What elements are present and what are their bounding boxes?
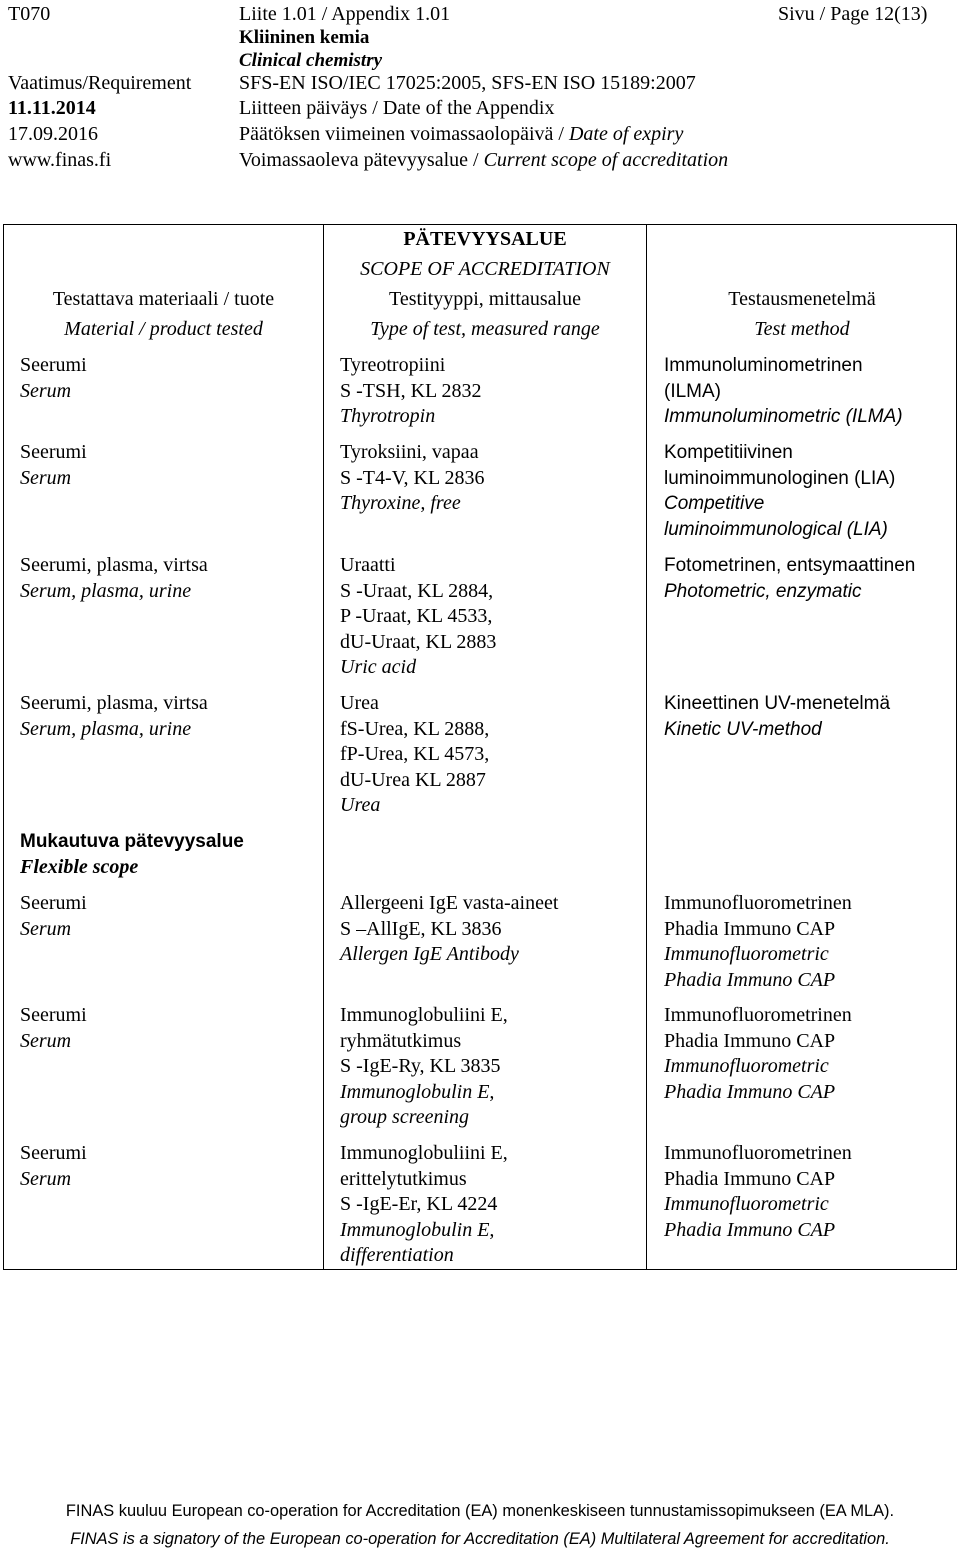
footer-note-en: FINAS is a signatory of the European co-operation for Accreditation (EA) Multilateral Agreement for accreditation.	[70, 1530, 890, 1548]
test-name-en: group screening	[340, 1106, 470, 1128]
expiry-date: 17.09.2016	[8, 123, 98, 145]
test-code: dU-Uraat, KL 2883	[340, 630, 497, 653]
material-fi: Seerumi, plasma, virtsa	[20, 692, 208, 714]
method-fi: Phadia Immuno CAP	[664, 1167, 836, 1190]
material-fi: Seerumi	[20, 1004, 87, 1026]
method-fi: Kompetitiivinen	[664, 442, 793, 463]
column-header-method-en: Test method	[754, 318, 850, 340]
scope-label: Voimassaoleva pätevyysalue / Current scope of accreditation	[239, 149, 729, 171]
appendix-date: 11.11.2014	[8, 97, 96, 119]
method-fi: Kineettinen UV-menetelmä	[664, 693, 891, 714]
test-name: erittelytutkimus	[340, 1167, 467, 1190]
test-name: Tyroksiini, vapaa	[340, 441, 479, 463]
method-fi: Phadia Immuno CAP	[664, 917, 836, 940]
document-header	[0, 0, 960, 180]
column-header-material-en: Material / product tested	[64, 318, 263, 340]
material-fi: Seerumi, plasma, virtsa	[20, 554, 208, 576]
expiry-date-label: Päätöksen viimeinen voimassaolopäivä / Date of expiry	[239, 123, 684, 145]
test-name-en: differentiation	[340, 1244, 454, 1266]
requirement-label: Vaatimus/Requirement	[8, 72, 192, 94]
material-en: Serum	[20, 379, 72, 402]
method-fi: Immunofluorometrinen	[664, 1004, 852, 1026]
column-header-test-en: Type of test, measured range	[370, 318, 600, 340]
test-name: Tyreotropiini	[340, 354, 446, 376]
test-code: S -IgE-Ry, KL 3835	[340, 1055, 501, 1077]
method-en: Immunofluorometric	[664, 1055, 829, 1077]
test-code: dU-Urea KL 2887	[340, 768, 486, 791]
test-name-en: Allergen IgE Antibody	[340, 943, 519, 965]
accreditation-scope-table	[3, 224, 957, 1270]
method-en: luminoimmunological (LIA)	[664, 518, 888, 540]
method-en: Kinetic UV-method	[664, 718, 822, 740]
method-en: Immunoluminometric (ILMA)	[664, 406, 903, 427]
flexible-scope-heading-en: Flexible scope	[20, 856, 139, 878]
material-en: Serum, plasma, urine	[20, 717, 192, 740]
column-header-material-fi: Testattava materiaali / tuote	[52, 288, 275, 310]
method-en: Immunofluorometric	[664, 943, 829, 965]
appendix-number: Liite 1.01 / Appendix 1.01	[239, 3, 451, 25]
flexible-scope-heading-fi: Mukautuva pätevyysalue	[20, 831, 244, 852]
material-en: Serum	[20, 466, 72, 489]
document-code: T070	[8, 3, 51, 25]
material-fi: Seerumi	[20, 441, 87, 463]
method-en: Immunofluorometric	[664, 1193, 829, 1215]
test-code: S -IgE-Er, KL 4224	[340, 1193, 498, 1215]
test-name-en: Immunoglobulin E,	[340, 1080, 495, 1103]
test-code: S -T4-V, KL 2836	[340, 466, 485, 489]
column-divider	[646, 225, 647, 1269]
material-fi: Seerumi	[20, 1142, 87, 1164]
method-fi: luminoimmunologinen (LIA)	[664, 467, 896, 489]
test-code: S -Uraat, KL 2884,	[340, 579, 494, 602]
column-divider	[323, 225, 324, 1269]
column-header-method-fi: Testausmenetelmä	[728, 288, 876, 310]
material-fi: Seerumi	[20, 892, 87, 914]
appendix-date-label: Liitteen päiväys / Date of the Appendix	[239, 97, 555, 119]
material-fi: Seerumi	[20, 354, 87, 376]
material-en: Serum, plasma, urine	[20, 579, 192, 602]
test-code: fP-Urea, KL 4573,	[340, 743, 490, 765]
website-link[interactable]: www.finas.fi	[8, 149, 112, 171]
method-fi: Immunofluorometrinen	[664, 1142, 852, 1164]
table-title-fi: PÄTEVYYSALUE	[403, 228, 567, 250]
method-en: Phadia Immuno CAP	[664, 1218, 836, 1241]
test-name: ryhmätutkimus	[340, 1029, 462, 1052]
test-code: P -Uraat, KL 4533,	[340, 605, 493, 627]
table-title-en: SCOPE OF ACCREDITATION	[360, 258, 610, 280]
material-en: Serum	[20, 1167, 72, 1190]
test-name: Allergeeni IgE vasta-aineet	[340, 892, 559, 914]
method-fi: Immunoluminometrinen	[664, 355, 863, 376]
footer-note-fi: FINAS kuuluu European co-operation for Accreditation (EA) monenkeskiseen tunnustamissopimukseen (EA MLA).	[65, 1502, 895, 1520]
method-fi: Fotometrinen, entsymaattinen	[664, 555, 916, 576]
test-name: Immunoglobuliini E,	[340, 1004, 508, 1026]
material-en: Serum	[20, 917, 72, 940]
method-en: Phadia Immuno CAP	[664, 968, 836, 991]
method-en: Photometric, enzymatic	[664, 580, 862, 602]
requirement-value: SFS-EN ISO/IEC 17025:2005, SFS-EN ISO 15189:2007	[239, 72, 696, 94]
test-name-en: Urea	[340, 794, 381, 816]
material-en: Serum	[20, 1029, 72, 1052]
test-name: Immunoglobuliini E,	[340, 1142, 508, 1164]
test-name-en: Uric acid	[340, 656, 417, 678]
test-name-en: Thyrotropin	[340, 405, 436, 427]
page-number: Sivu / Page 12(13)	[778, 3, 928, 25]
column-header-test-fi: Testityyppi, mittausalue	[389, 288, 581, 310]
test-code: S –AllIgE, KL 3836	[340, 917, 502, 940]
test-code: fS-Urea, KL 2888,	[340, 717, 490, 740]
test-code: S -TSH, KL 2832	[340, 379, 482, 402]
field-fi: Kliininen kemia	[239, 27, 370, 48]
method-fi: Immunofluorometrinen	[664, 892, 852, 914]
test-name-en: Thyroxine, free	[340, 492, 461, 514]
field-en: Clinical chemistry	[239, 50, 383, 71]
method-fi: Phadia Immuno CAP	[664, 1029, 836, 1052]
method-en: Phadia Immuno CAP	[664, 1080, 836, 1103]
method-fi: (ILMA)	[664, 380, 721, 402]
method-en: Competitive	[664, 493, 765, 514]
test-name-en: Immunoglobulin E,	[340, 1218, 495, 1241]
test-name: Uraatti	[340, 554, 396, 576]
test-name: Urea	[340, 692, 379, 714]
